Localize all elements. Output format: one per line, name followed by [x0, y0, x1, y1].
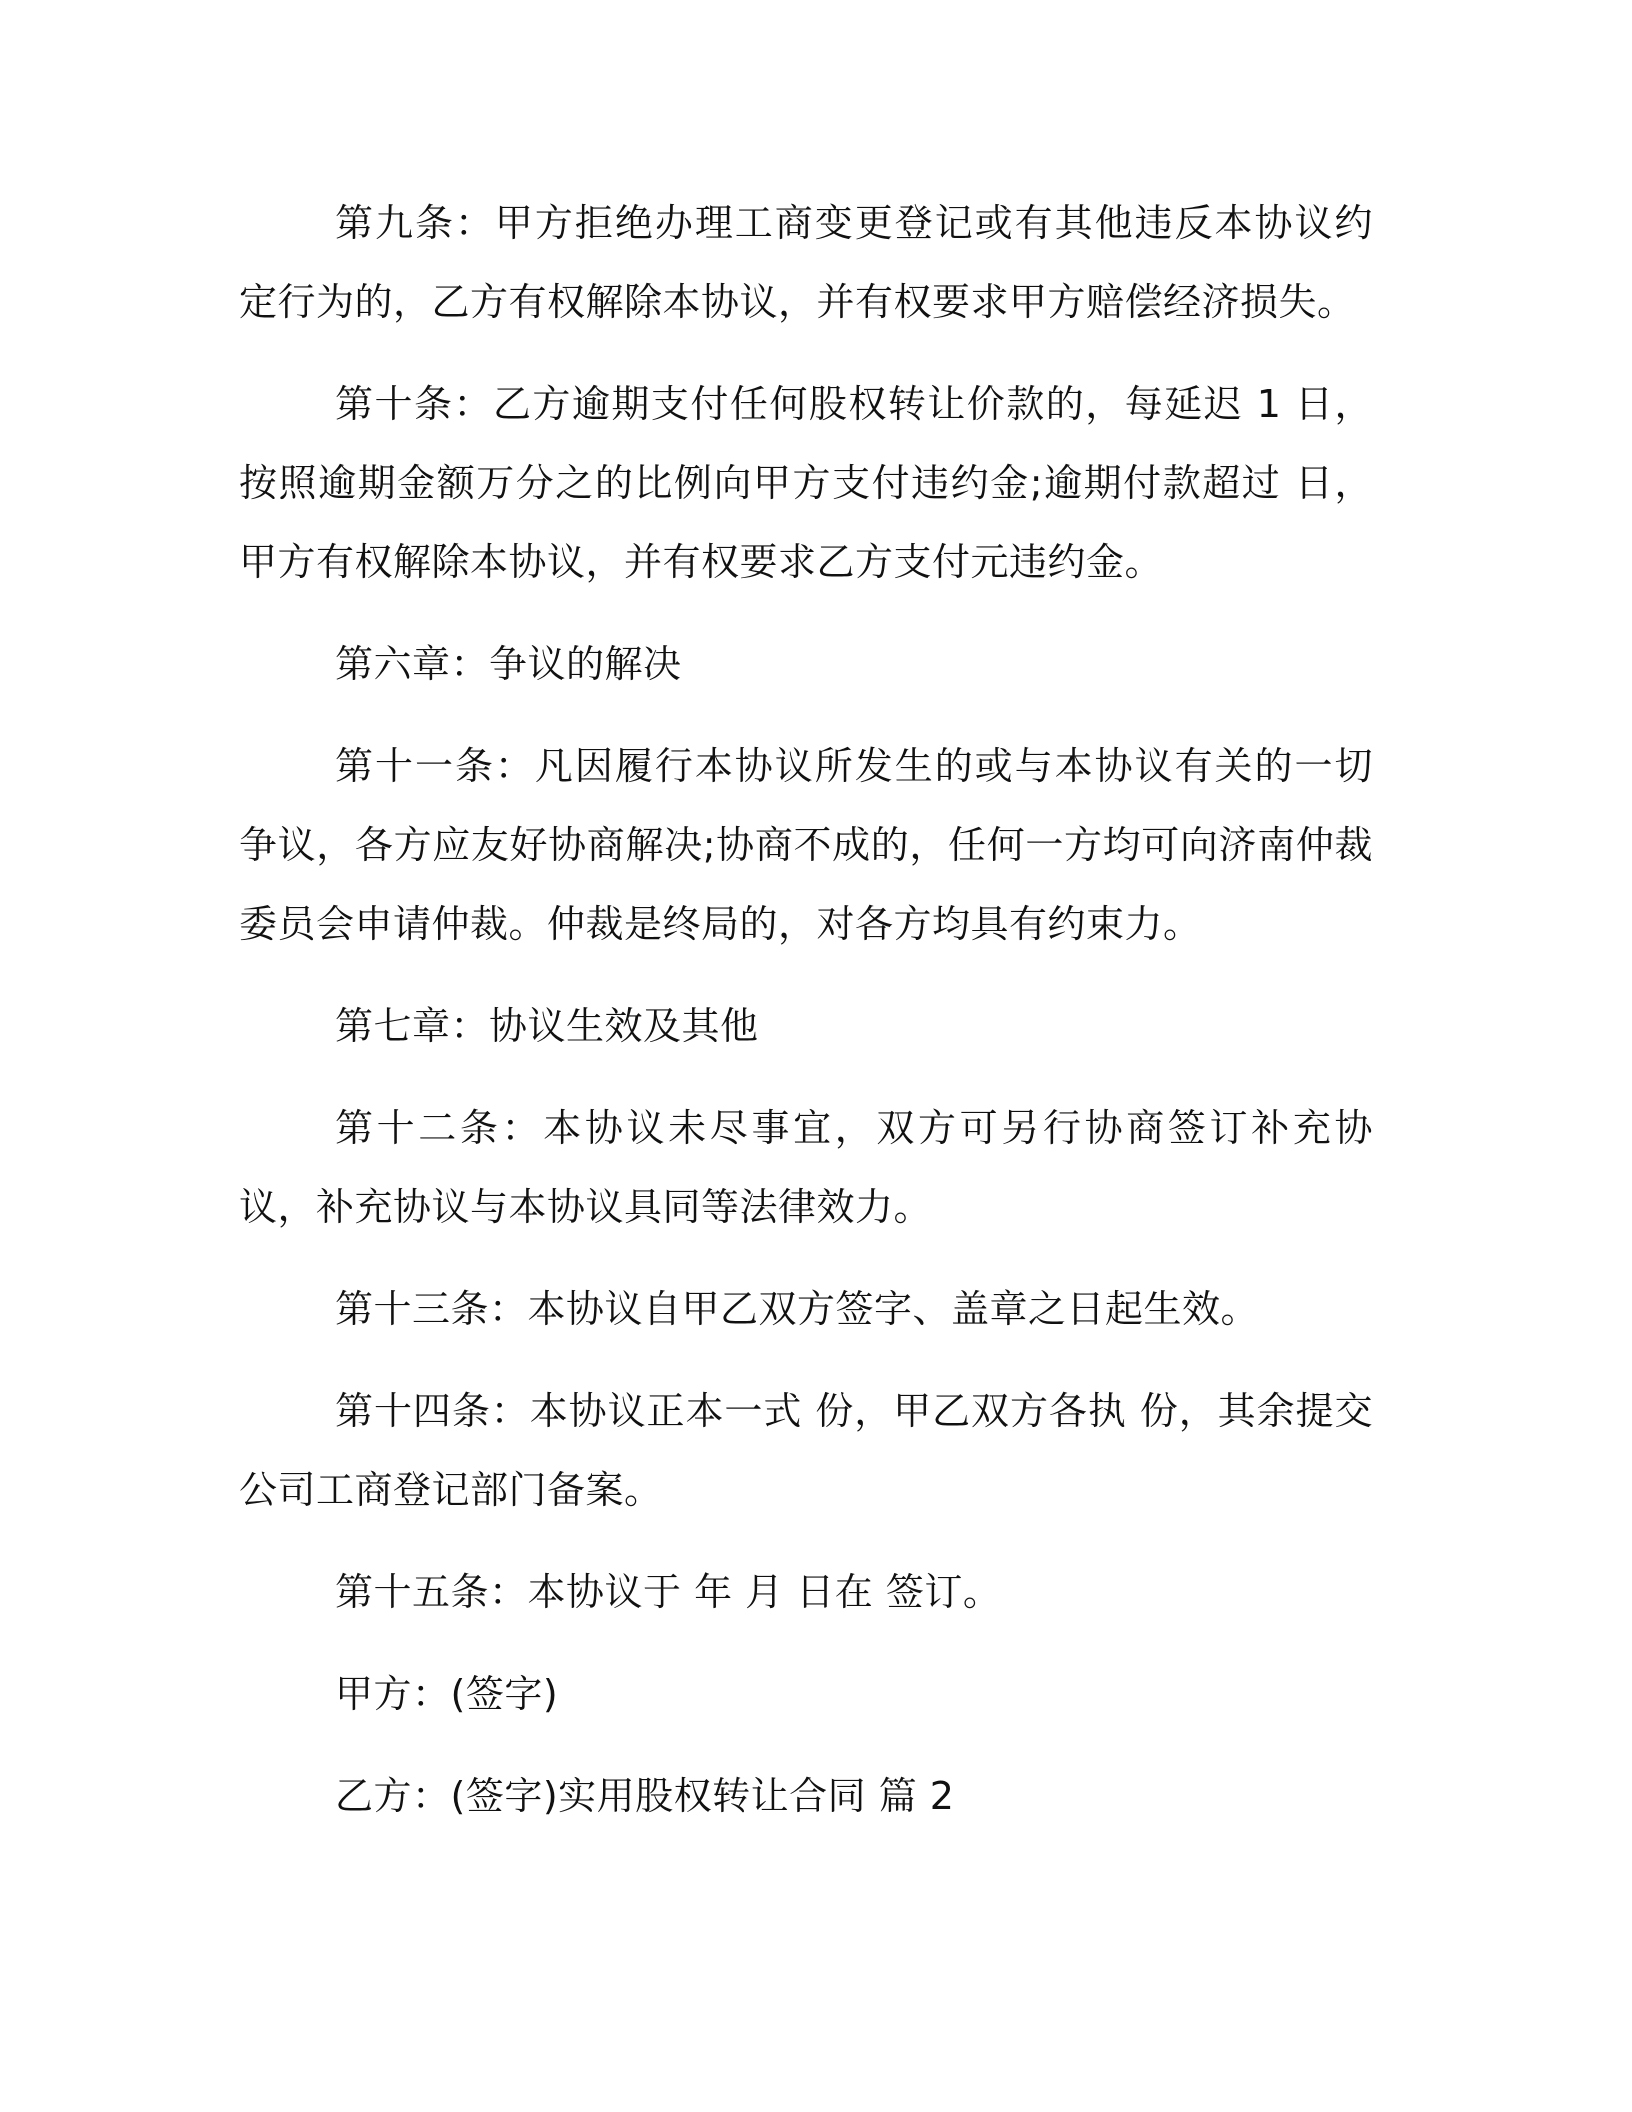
article-14-paragraph: 第十四条：本协议正本一式 份，甲乙双方各执 份，其余提交公司工商登记部门备案。: [239, 1389, 1373, 1512]
chapter-6-heading: 第六章：争议的解决: [335, 642, 682, 686]
party-a-signature-line: 甲方：(签字): [335, 1672, 559, 1716]
article-13-paragraph: 第十三条：本协议自甲乙双方签字、盖章之日起生效。: [335, 1287, 1260, 1331]
article-12-paragraph: 第十二条：本协议未尽事宜，双方可另行协商签订补充协议，补充协议与本协议具同等法律效力。: [239, 1106, 1373, 1229]
article-9-paragraph: 第九条：甲方拒绝办理工商变更登记或有其他违反本协议约定行为的，乙方有权解除本协议，并有权要求甲方赔偿经济损失。: [239, 201, 1373, 324]
article-15-paragraph: 第十五条：本协议于 年 月 日在 签订。: [335, 1570, 1002, 1614]
chapter-7-heading: 第七章：协议生效及其他: [335, 1004, 759, 1048]
article-10-paragraph: 第十条：乙方逾期支付任何股权转让价款的，每延迟 1 日，按照逾期金额万分之的比例向甲方支付违约金;逾期付款超过 日，甲方有权解除本协议，并有权要求乙方支付元违约金。: [239, 382, 1373, 584]
party-b-signature-line: 乙方：(签字)实用股权转让合同 篇 2: [335, 1774, 955, 1818]
article-11-paragraph: 第十一条：凡因履行本协议所发生的或与本协议有关的一切争议，各方应友好协商解决;协商不成的，任何一方均可向济南仲裁委员会申请仲裁。仲裁是终局的，对各方均具有约束力。: [239, 744, 1373, 946]
document-body: [239, 184, 1373, 1859]
